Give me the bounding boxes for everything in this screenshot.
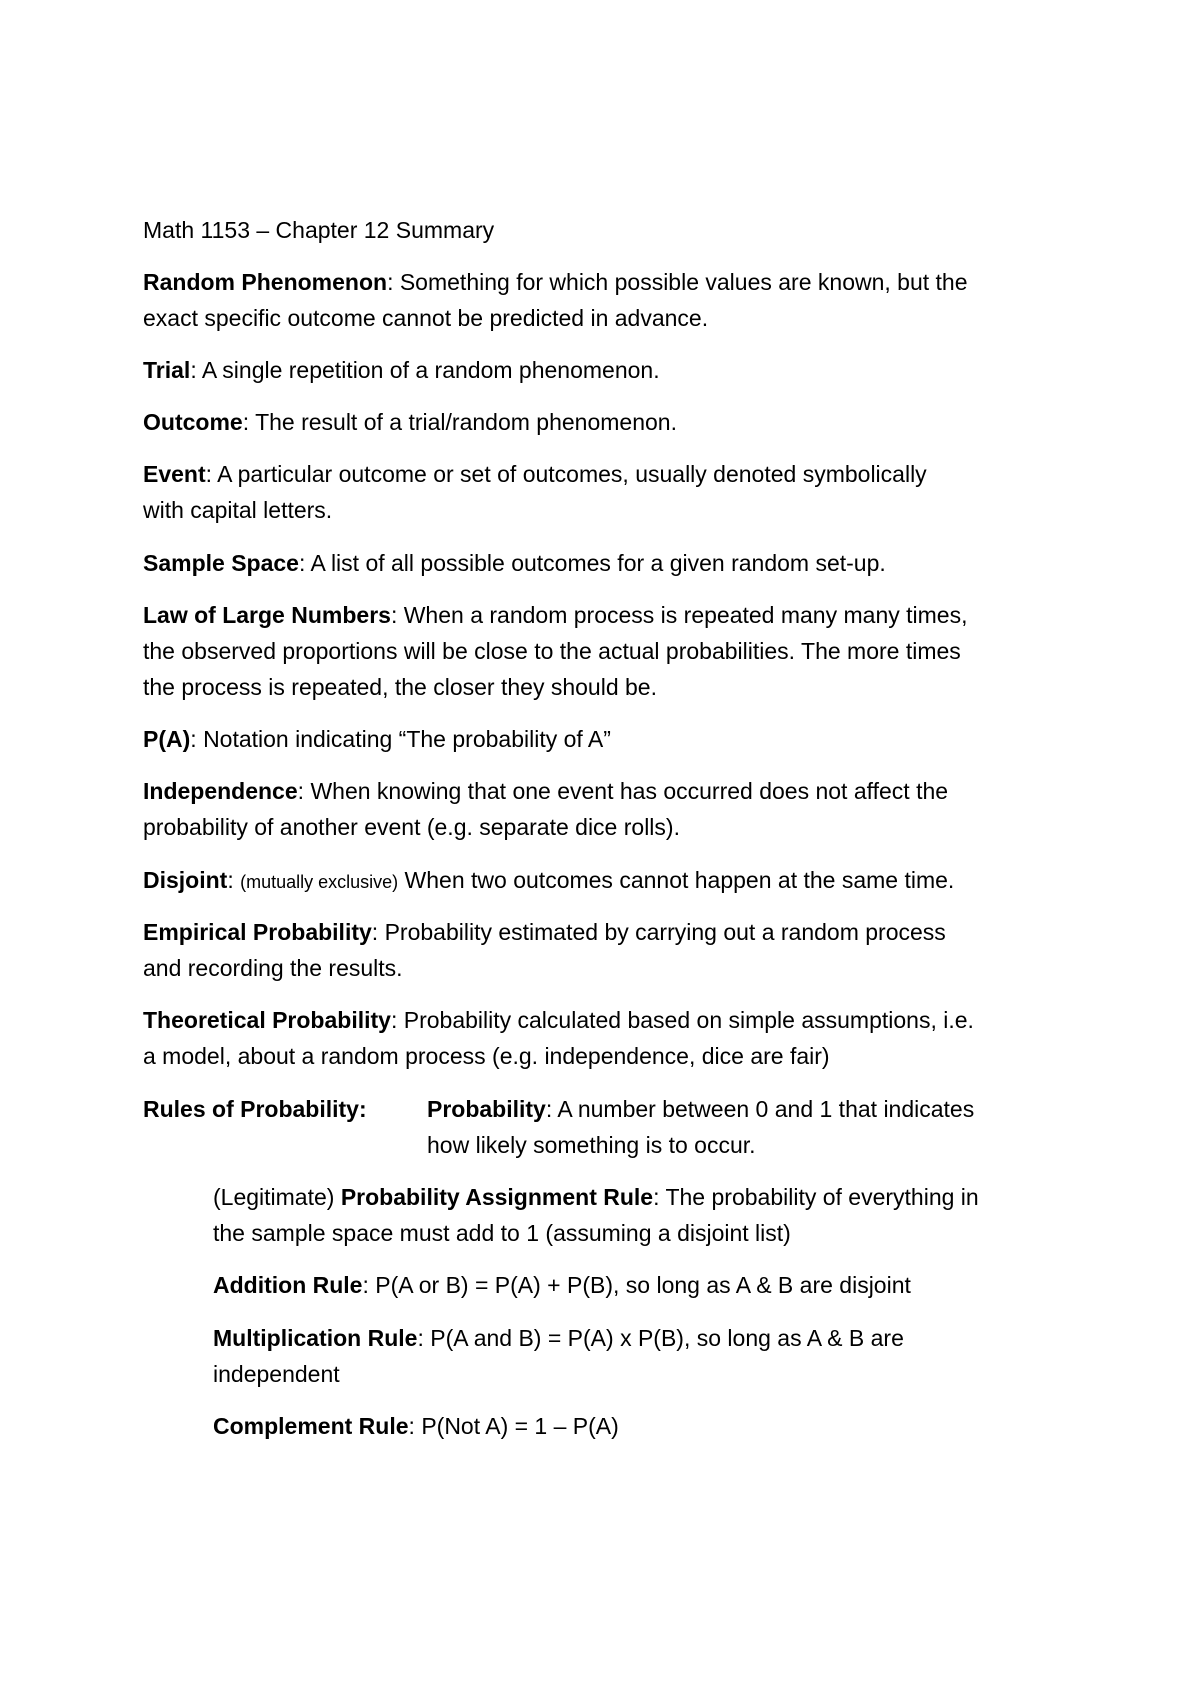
rule-prefix: (Legitimate) [213, 1184, 341, 1210]
definition-text: P(A and B) = P(A) x P(B), so long as A & B are [430, 1325, 904, 1351]
definition-independence [143, 773, 948, 809]
definition-text: The probability of everything in [665, 1184, 979, 1210]
definition-text: the process is repeated, the closer they should be. [143, 674, 657, 700]
definition-law-of-large-numbers [143, 597, 967, 633]
definition-text: probability of another event (e.g. separate dice rolls). [143, 814, 680, 840]
term-label: P(A) [143, 726, 191, 752]
term-separator: : [545, 1096, 558, 1122]
definition-text: how likely something is to occur. [427, 1132, 756, 1158]
rule-complement [213, 1408, 619, 1444]
term-separator: : [417, 1325, 431, 1351]
term-label: Multiplication Rule [213, 1325, 418, 1351]
definition-text: A single repetition of a random phenomenon. [201, 357, 660, 383]
term-label: Outcome [143, 409, 243, 435]
definition-event [143, 456, 927, 492]
definition-text: A list of all possible outcomes for a given random set-up. [310, 550, 886, 576]
rule-multiplication [213, 1320, 904, 1356]
term-separator: : [371, 919, 385, 945]
term-separator: : [190, 726, 204, 752]
definition-trial [143, 352, 660, 388]
definition-text: the sample space must add to 1 (assuming a disjoint list) [213, 1220, 791, 1246]
term-label: Probability [427, 1096, 546, 1122]
rule-addition [213, 1267, 911, 1303]
rule-probability [427, 1091, 974, 1127]
term-label: Random Phenomenon [143, 269, 388, 295]
term-separator: : [390, 602, 404, 628]
term-separator: : [227, 867, 241, 893]
definition-text: Something for which possible values are known, but the [399, 269, 968, 295]
term-label: Probability Assignment Rule [340, 1184, 654, 1210]
definition-text: Notation indicating “The probability of A” [203, 726, 611, 752]
definition-empirical-probability [143, 914, 946, 950]
definition-text: Probability calculated based on simple assumptions, i.e. [403, 1007, 974, 1033]
term-separator: : [387, 269, 400, 295]
term-separator: : [297, 778, 311, 804]
definition-text: P(Not A) = 1 – P(A) [421, 1413, 619, 1439]
rules-heading: Rules of Probability: [143, 1096, 367, 1122]
definition-text: the observed proportions will be close to the actual probabilities. The more times [143, 638, 961, 664]
definition-text: The result of a trial/random phenomenon. [255, 409, 677, 435]
definition-random-phenomenon [143, 264, 968, 300]
definition-text: P(A or B) = P(A) + P(B), so long as A & B are disjoint [375, 1272, 911, 1298]
term-label: Complement Rule [213, 1413, 409, 1439]
term-separator: : [298, 550, 311, 576]
term-label: Trial [143, 357, 191, 383]
term-separator: : [190, 357, 202, 383]
definition-disjoint [143, 862, 954, 900]
definition-text: and recording the results. [143, 955, 403, 981]
term-label: Disjoint [143, 867, 228, 893]
definition-text: Probability estimated by carrying out a random process [384, 919, 946, 945]
definition-text: exact specific outcome cannot be predicted in advance. [143, 305, 709, 331]
page-title: Math 1153 – Chapter 12 Summary [143, 217, 495, 243]
definition-text: When a random process is repeated many many times, [403, 602, 968, 628]
definition-text: with capital letters. [143, 497, 333, 523]
rule-probability-assignment [213, 1179, 979, 1215]
term-label: Empirical Probability [143, 919, 372, 945]
term-separator: : [653, 1184, 666, 1210]
definition-text: A particular outcome or set of outcomes, usually denoted symbolically [217, 461, 927, 487]
term-separator: : [390, 1007, 404, 1033]
term-label: Theoretical Probability [143, 1007, 391, 1033]
term-label: Event [143, 461, 206, 487]
term-label: Sample Space [143, 550, 299, 576]
term-note: (mutually exclusive) [240, 872, 399, 892]
definition-theoretical-probability [143, 1002, 974, 1038]
term-label: Law of Large Numbers [143, 602, 391, 628]
definition-p-of-a [143, 721, 611, 757]
definition-sample-space [143, 545, 886, 581]
term-separator: : [408, 1413, 422, 1439]
term-separator: : [205, 461, 218, 487]
definition-outcome [143, 404, 677, 440]
term-separator: : [242, 409, 256, 435]
term-separator: : [362, 1272, 376, 1298]
definition-text: When knowing that one event has occurred does not affect the [310, 778, 949, 804]
definition-text: When two outcomes cannot happen at the same time. [398, 867, 955, 893]
term-label: Addition Rule [213, 1272, 363, 1298]
definition-text: independent [213, 1361, 340, 1387]
definition-text: A number between 0 and 1 that indicates [557, 1096, 975, 1122]
term-label: Independence [143, 778, 298, 804]
definition-text: a model, about a random process (e.g. independence, dice are fair) [143, 1043, 830, 1069]
